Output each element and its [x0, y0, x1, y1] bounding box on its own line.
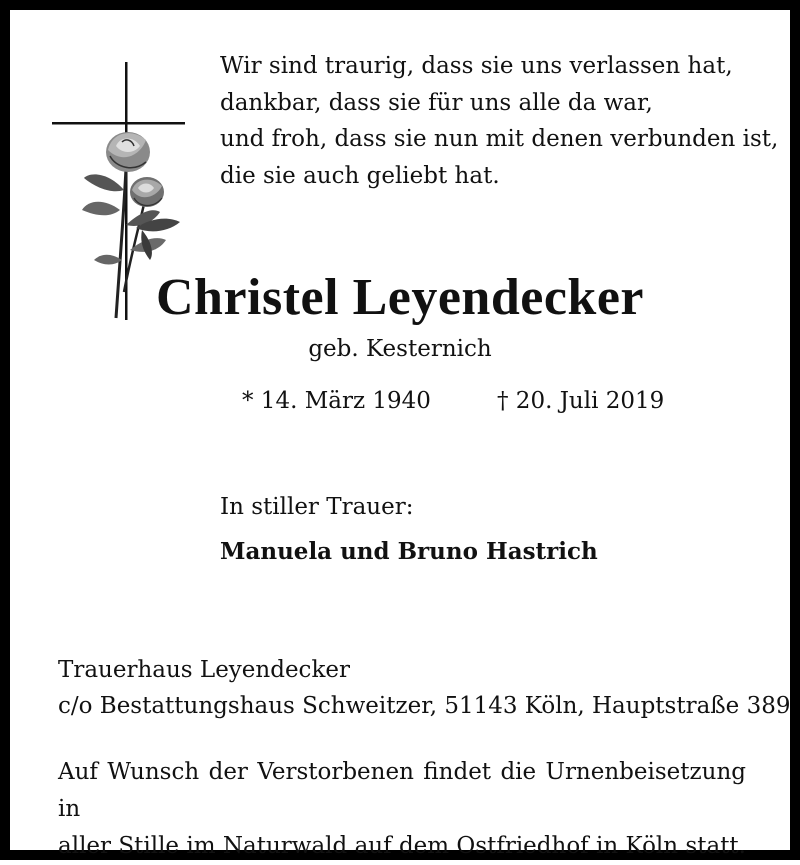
poem-line: Wir sind traurig, dass sie uns verlassen hat, [220, 53, 733, 79]
mourning-intro: In stiller Trauer: [220, 494, 414, 520]
burial-note [58, 754, 746, 865]
address-line: Trauerhaus Leyendecker [58, 657, 350, 683]
note-line: Auf Wunsch der Verstorbenen findet die Urnenbeisetzung in [58, 759, 746, 822]
funeral-home-address [58, 652, 791, 724]
death-date: † 20. Juli 2019 [497, 388, 665, 414]
poem-line: die sie auch geliebt hat. [220, 162, 500, 189]
poem-line: dankbar, dass sie für uns alle da war, [220, 89, 653, 116]
poem [220, 48, 778, 194]
mourner-names: Manuela und Bruno Hastrich [220, 538, 598, 565]
note-line: aller Stille im Naturwald auf dem Ostfriedhof in Köln statt. [58, 833, 746, 859]
poem-line: und froh, dass sie nun mit denen verbunden ist, [220, 126, 779, 152]
maiden-name: geb. Kesternich [308, 336, 492, 362]
birth-date: * 14. März 1940 [242, 388, 431, 414]
deceased-name: Christel Leyendecker [155, 269, 644, 326]
address-line: c/o Bestattungshaus Schweitzer, 51143 Köln, Hauptstraße 389 [58, 693, 791, 719]
